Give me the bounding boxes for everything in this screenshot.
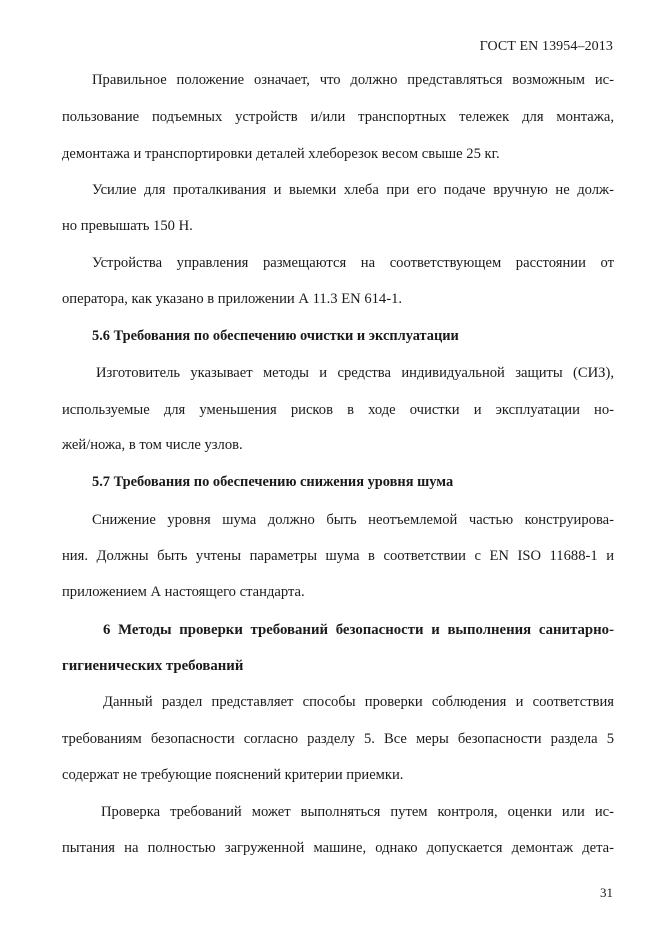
paragraph-line: но превышать 150 Н. <box>62 218 193 234</box>
standard-designation: ГОСТ EN 13954–2013 <box>479 39 613 54</box>
paragraph-line: Проверка требований может выполняться путем контроля, оценки или ис- <box>101 804 614 820</box>
section-heading-5-7: 5.7 Требования по обеспечению снижения уровня шума <box>92 474 454 490</box>
paragraph-line: приложением А настоящего стандарта. <box>62 584 305 600</box>
paragraph-line: оператора, как указано в приложении А 11.3 EN 614-1. <box>62 291 403 307</box>
paragraph-line: содержат не требующие пояснений критерии приемки. <box>62 767 404 783</box>
page-number: 31 <box>600 885 613 900</box>
paragraph-line: Изготовитель указывает методы и средства индивидуальной защиты (СИЗ), <box>96 365 614 381</box>
section-heading-6-cont: гигиенических требований <box>62 658 244 674</box>
paragraph-line: Данный раздел представляет способы проверки соблюдения и соответствия <box>103 694 614 710</box>
section-heading-5-6: 5.6 Требования по обеспечению очистки и эксплуатации <box>92 328 459 344</box>
paragraph-line: используемые для уменьшения рисков в ходе очистки и эксплуатации но- <box>62 402 614 418</box>
paragraph-line: Усилие для проталкивания и выемки хлеба при его подаче вручную не долж- <box>92 182 614 198</box>
paragraph-line: пользование подъемных устройств и/или транспортных тележек для монтажа, <box>62 109 614 125</box>
paragraph-line: демонтажа и транспортировки деталей хлеборезок весом свыше 25 кг. <box>62 146 500 162</box>
paragraph-line: пытания на полностью загруженной машине, однако допускается демонтаж дета- <box>62 840 614 856</box>
paragraph-line: Снижение уровня шума должно быть неотъемлемой частью конструирова- <box>92 512 614 528</box>
paragraph-line: требованиям безопасности согласно разделу 5. Все меры безопасности раздела 5 <box>62 731 614 747</box>
paragraph-line: жей/ножа, в том числе узлов. <box>62 437 243 453</box>
paragraph-line: Устройства управления размещаются на соответствующем расстоянии от <box>92 255 614 271</box>
paragraph-line: ния. Должны быть учтены параметры шума в соответствии с EN ISO 11688-1 и <box>62 548 614 564</box>
paragraph-line: Правильное положение означает, что должно представляться возможным ис- <box>92 72 614 88</box>
section-heading-6: 6 Методы проверки требований безопасности и выполнения санитарно- <box>103 622 614 638</box>
